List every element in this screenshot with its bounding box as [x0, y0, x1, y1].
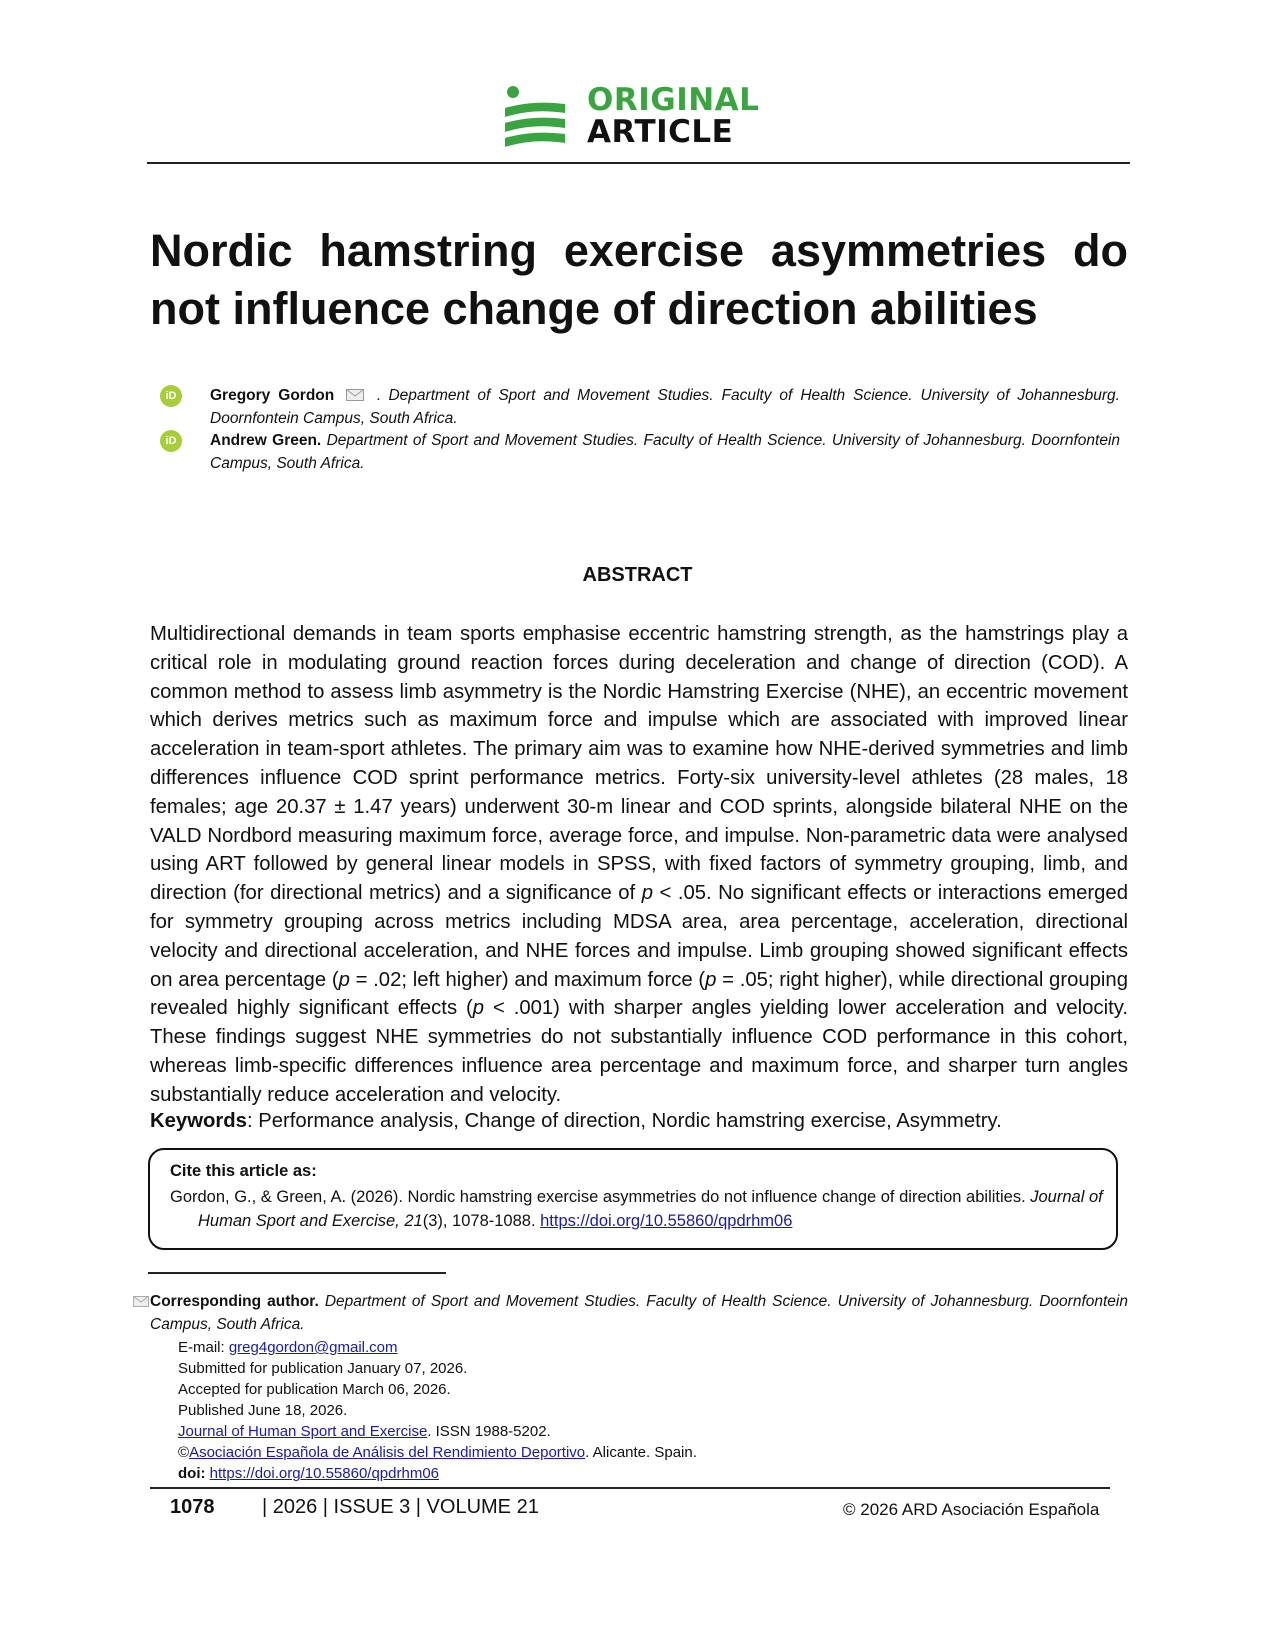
email-label: E-mail: — [178, 1339, 229, 1356]
author-affiliation: Department of Sport and Movement Studies. Faculty of Health Science. University of Johannesburg. Doornfontein Campus, South Africa. — [210, 432, 1121, 472]
published-date: Published June 18, 2026. — [178, 1402, 348, 1419]
citation-line — [170, 1185, 1105, 1209]
keywords-label: Keywords — [150, 1110, 247, 1132]
abstract-heading: ABSTRACT — [582, 564, 693, 586]
abstract-text-part: < .05. No significant effects or interactions emerged for symmetry grouping across metrics including MDSA area, area percentage, acceleration, directional velocity and directional acceleration, and NHE forces and impulse. Limb grouping showed significant effects on area percentage ( — [150, 882, 1128, 991]
submitted-date: Submitted for publication January 07, 2026. — [178, 1360, 468, 1377]
accepted-date: Accepted for publication March 06, 2026. — [178, 1381, 451, 1398]
stripes-logo-icon — [503, 86, 573, 150]
article-title: Nordic hamstring exercise asymmetries do not influence change of direction abilities — [150, 225, 1128, 334]
footnote-divider — [148, 1272, 446, 1274]
doi-label: doi: — [178, 1465, 206, 1482]
issn: . ISSN 1988-5202. — [427, 1423, 551, 1440]
citation-heading: Cite this article as: — [170, 1162, 317, 1180]
society-line — [178, 1443, 697, 1463]
keywords-text: : Performance analysis, Change of direction, Nordic hamstring exercise, Asymmetry. — [246, 1110, 1002, 1132]
abstract-text-part: < .001) with sharper angles yielding lower acceleration and velocity. These findings suggest NHE symmetries do not substantially influence COD performance in this cohort, whereas limb-specific differences influence area percentage and maximum force, and sharper turn angles substantially reduce acceleration and velocity. — [150, 997, 1128, 1106]
header-divider — [147, 162, 1130, 164]
p-symbol: p — [338, 968, 350, 991]
doi-link[interactable]: https://doi.org/10.55860/qpdrhm06 — [209, 1465, 440, 1482]
abstract-text-part: = .05; right higher), while directional grouping revealed highly significant effects ( — [150, 968, 1128, 1020]
author-entry — [210, 429, 1120, 475]
citation-journal: Journal of — [1030, 1188, 1103, 1206]
orcid-icon[interactable]: iD — [160, 385, 182, 407]
citation-pages: (3), 1078-1088. — [422, 1212, 541, 1230]
abstract-text-part: Multidirectional demands in team sports emphasise eccentric hamstring strength, as the hamstrings play a critical role in modulating ground reaction forces during deceleration and change of direction (COD). A common method to assess limb asymmetry is the Nordic Hamstring Exercise (NHE), an eccentric movement which derives metrics such as maximum force and impulse which are associated with improved linear acceleration in team-sport athletes. The primary aim was to examine how NHE-derived symmetries and limb differences influence COD sprint performance metrics. Forty-six university-level athletes (28 males, 18 females; age 20.37 ± 1.47 years) underwent 30-m linear and COD sprints, alongside bilateral NHE on the VALD Nordbord measuring maximum force, average force, and impulse. Non-parametric data were analysed using ART followed by general linear models in SPSS, with fixed factors of symmetry grouping, limb, and direction (for directional metrics) and a significance of — [150, 623, 1128, 905]
envelope-icon[interactable] — [346, 389, 364, 401]
author-name[interactable]: Gregory Gordon — [210, 387, 335, 404]
corresponding-author — [150, 1290, 1128, 1336]
page-number: 1078 — [170, 1496, 215, 1518]
abstract-body — [150, 620, 1128, 1110]
location: . Alicante. Spain. — [585, 1444, 697, 1461]
email-line — [178, 1338, 398, 1358]
abstract-text-part: = .02; left higher) and maximum force ( — [349, 968, 706, 991]
citation-doi-link[interactable]: https://doi.org/10.55860/qpdrhm06 — [540, 1212, 793, 1230]
citation-journal: Human Sport and Exercise, 21 — [198, 1212, 423, 1230]
email-link[interactable]: greg4gordon@gmail.com — [228, 1339, 398, 1356]
p-symbol: p — [472, 997, 485, 1020]
orcid-icon[interactable]: iD — [160, 430, 182, 452]
doi-line — [178, 1464, 439, 1484]
author-entry — [210, 384, 1120, 430]
author-name[interactable]: Andrew Green. — [210, 432, 322, 449]
p-symbol: p — [705, 968, 717, 991]
copyright-symbol: © — [178, 1444, 190, 1461]
author-affiliation: Department of Sport and Movement Studies. Faculty of Health Science. University of Johannesburg. Doornfontein Campus, South Africa. — [210, 387, 1120, 427]
author-separator: . — [368, 387, 381, 404]
p-symbol: p — [641, 882, 653, 905]
footer-divider — [150, 1487, 1110, 1489]
journal-line — [178, 1422, 551, 1442]
society-link[interactable]: Asociación Española de Análisis del Rendimiento Deportivo — [189, 1444, 586, 1461]
citation-line — [170, 1209, 1105, 1233]
journal-link[interactable]: Journal of Human Sport and Exercise — [178, 1423, 428, 1440]
badge-line-article: ARTICLE — [587, 114, 734, 150]
keywords — [150, 1107, 1128, 1135]
envelope-icon — [133, 1296, 149, 1307]
badge-line-original: ORIGINAL — [587, 82, 760, 118]
citation-text — [170, 1185, 1105, 1233]
corresponding-affiliation: Department of Sport and Movement Studies. Faculty of Health Science. University of Johannesburg. Doornfontein Campus, South Africa. — [150, 1293, 1128, 1333]
journal-badge — [503, 82, 783, 150]
footer-copyright: © 2026 ARD Asociación Española — [843, 1500, 1100, 1519]
corresponding-label: Corresponding author. — [150, 1293, 319, 1310]
issue-info: | 2026 | ISSUE 3 | VOLUME 21 — [262, 1496, 539, 1518]
citation-authors: Gordon, G., & Green, A. (2026). Nordic hamstring exercise asymmetries do not influence change of direction abilities. — [170, 1188, 1031, 1206]
